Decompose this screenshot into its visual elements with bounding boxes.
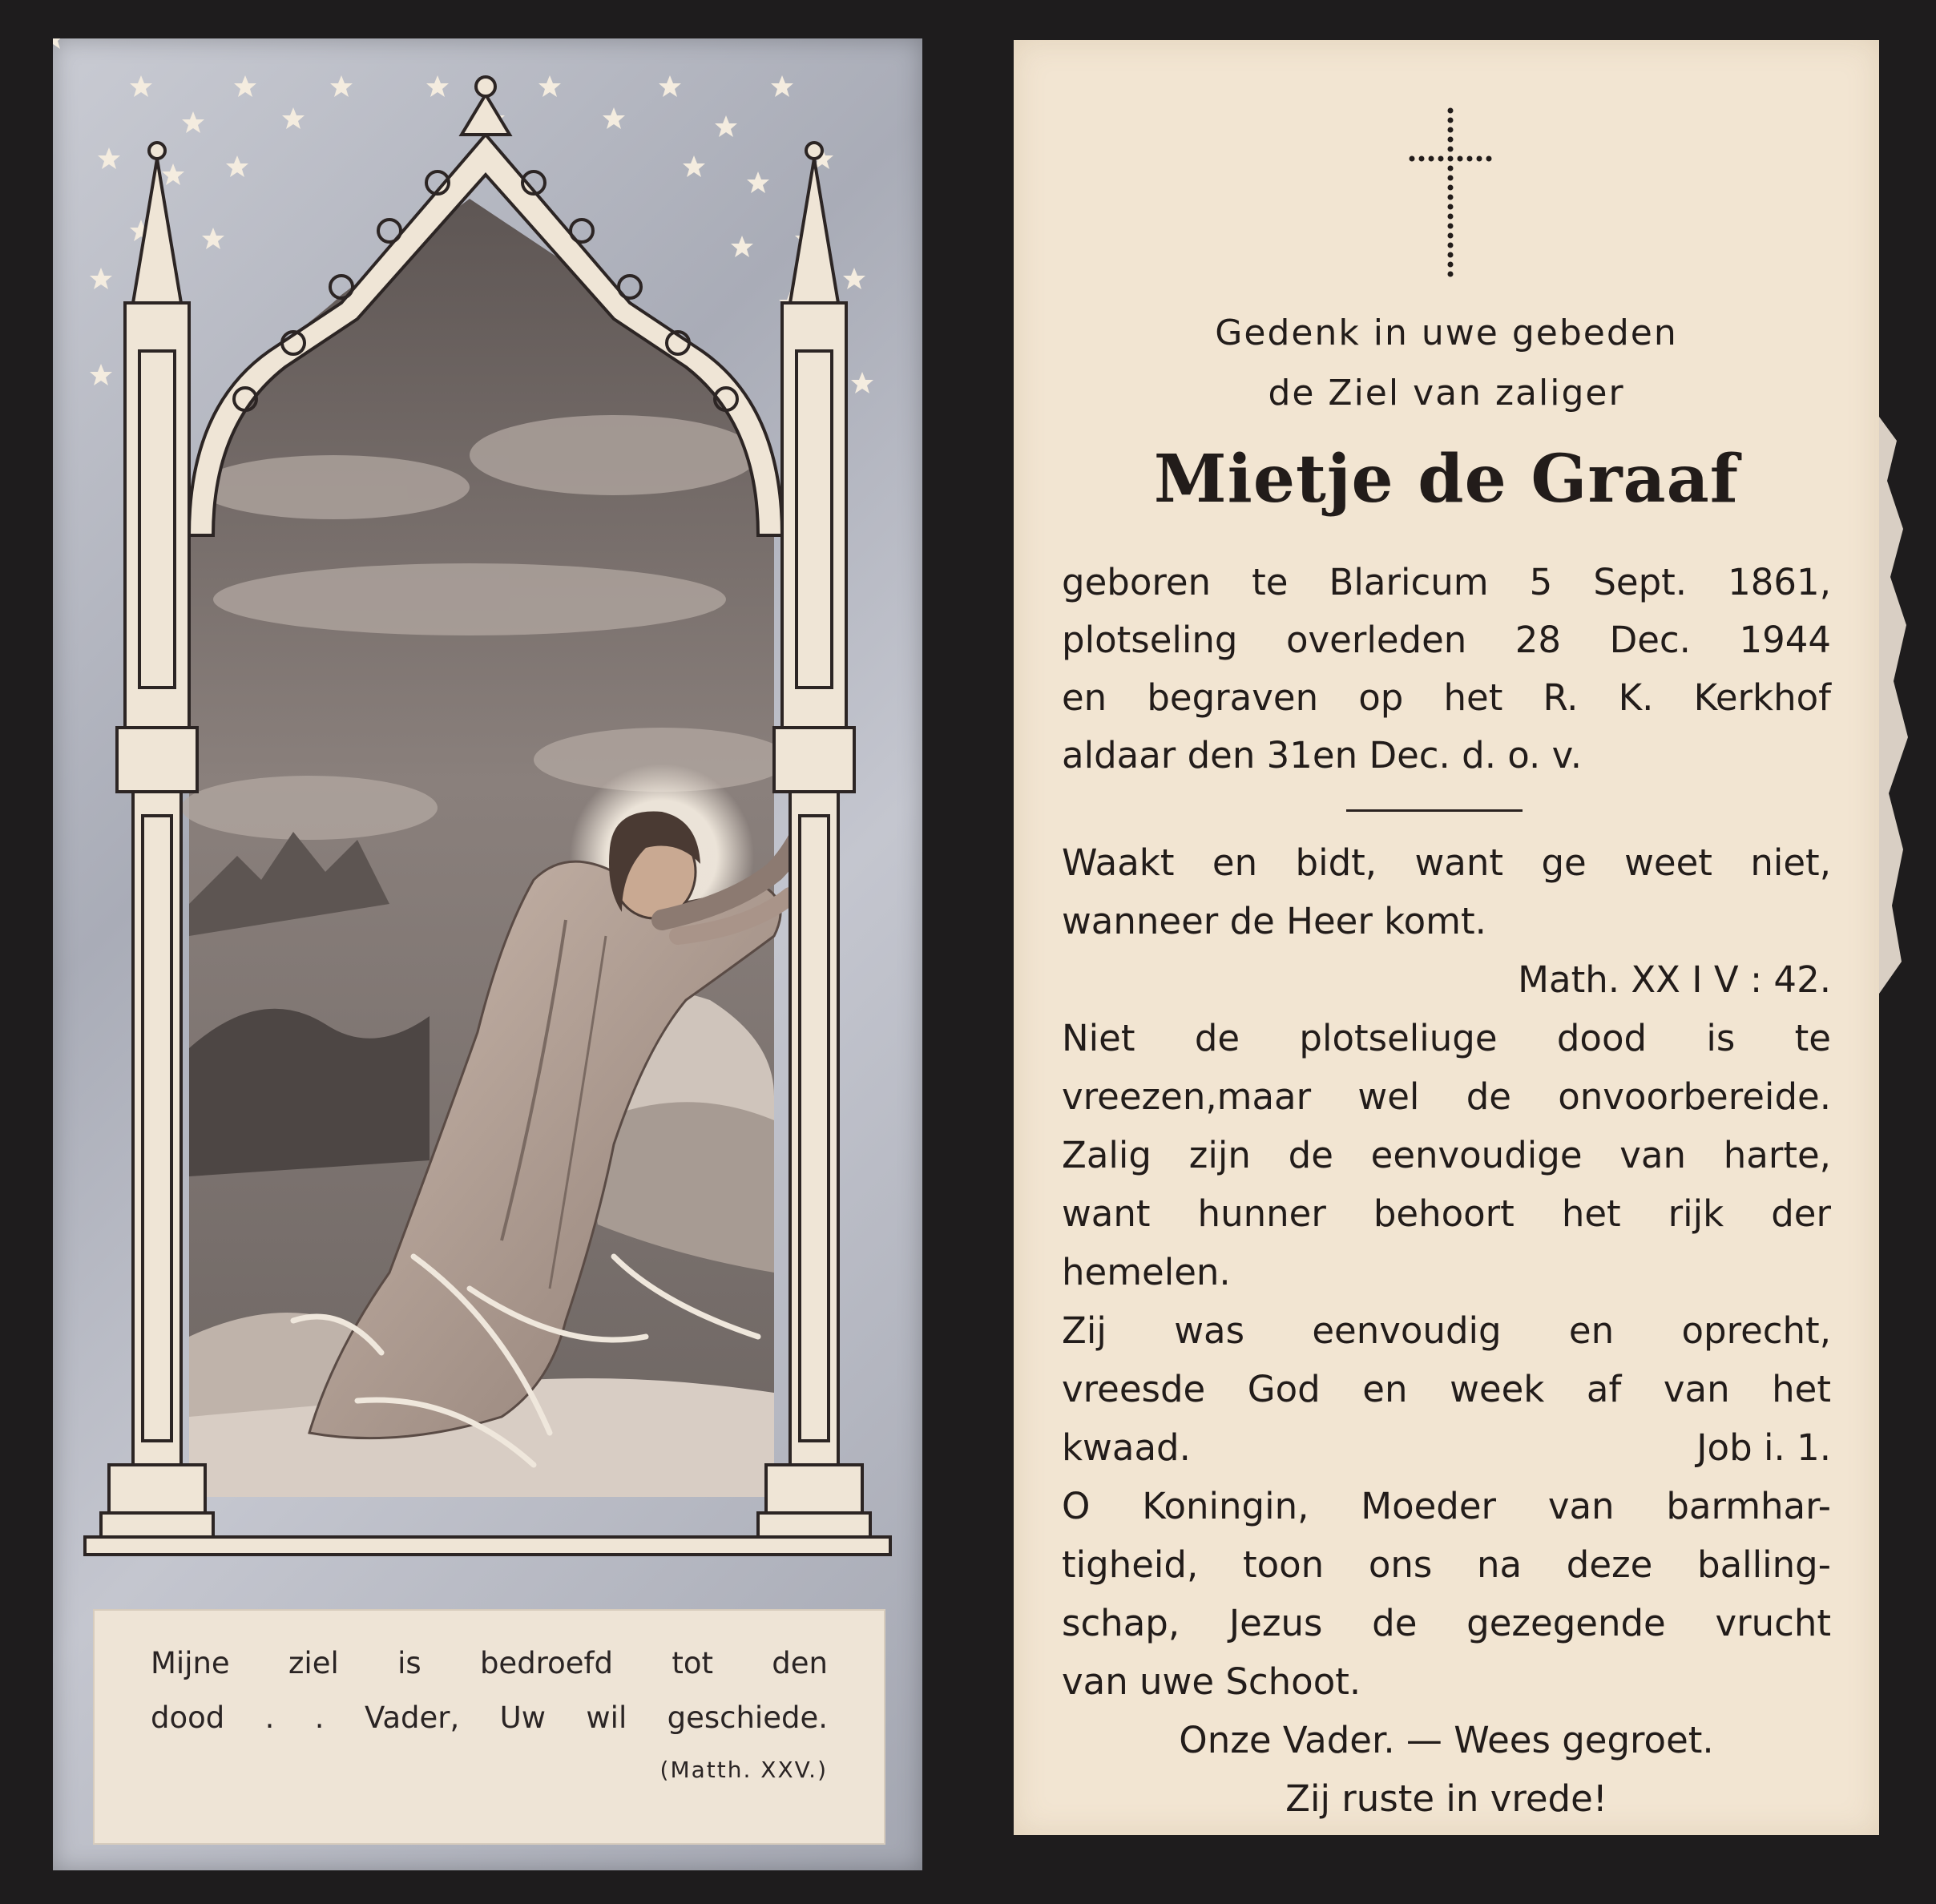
bio-line-3: en begraven op het R. K. Kerkhof xyxy=(1062,676,1831,719)
text-line-10: tigheid, toon ons na deze balling- xyxy=(1062,1543,1831,1586)
intro-line-2: de Ziel van zaliger xyxy=(1268,373,1625,413)
bio-line-1: geboren te Blaricum 5 Sept. 1861, xyxy=(1062,561,1831,603)
torn-paper-edge xyxy=(1879,417,1911,994)
gothic-frame-illustration xyxy=(53,38,922,1593)
text-line-11: schap, Jezus de gezegende vrucht xyxy=(1062,1602,1831,1644)
verse-line-1: Waakt en bidt, want ge weet niet, xyxy=(1062,841,1831,884)
text-line-6: Zij was eenvoudig en oprecht, xyxy=(1062,1309,1831,1352)
caption-line-2: dood . . Vader, Uw wil geschiede. xyxy=(151,1700,828,1735)
caption-line-1: Mijne ziel is bedroefd tot den xyxy=(151,1646,828,1680)
text-line-2: vreezen,maar wel de onvoorbereide. xyxy=(1062,1075,1831,1118)
deceased-name: Mietje de Graaf xyxy=(1153,441,1740,518)
closing-line-2: Zij ruste in vrede! xyxy=(1285,1777,1607,1820)
text-line-1: Niet de plotseliuge dood is te xyxy=(1062,1017,1831,1059)
job-reference: Job i. 1. xyxy=(1696,1426,1831,1469)
cross-icon xyxy=(1406,106,1494,282)
caption-reference: (Matth. XXV.) xyxy=(659,1757,828,1783)
text-line-3: Zalig zijn de eenvoudige van harte, xyxy=(1062,1134,1831,1176)
intro-line-1: Gedenk in uwe gebeden xyxy=(1215,313,1678,353)
caption-box xyxy=(93,1609,885,1845)
text-line-8: kwaad. xyxy=(1062,1426,1191,1469)
text-line-12: van uwe Schoot. xyxy=(1062,1660,1361,1703)
memorial-text-card xyxy=(1014,40,1879,1835)
text-line-5: hemelen. xyxy=(1062,1251,1231,1293)
divider xyxy=(1346,809,1523,812)
closing-line-1: Onze Vader. — Wees gegroet. xyxy=(1179,1719,1714,1761)
devotional-picture-card xyxy=(53,38,922,1870)
verse-line-2: wanneer de Heer komt. xyxy=(1062,900,1486,942)
verse-reference: Math. XX I V : 42. xyxy=(1518,958,1831,1001)
text-line-4: want hunner behoort het rijk der xyxy=(1062,1192,1831,1235)
text-line-7: vreesde God en week af van het xyxy=(1062,1368,1831,1410)
text-line-9: O Koningin, Moeder van barmhar- xyxy=(1062,1485,1831,1527)
bio-line-2: plotseling overleden 28 Dec. 1944 xyxy=(1062,619,1831,661)
bio-line-4: aldaar den 31en Dec. d. o. v. xyxy=(1062,734,1583,777)
